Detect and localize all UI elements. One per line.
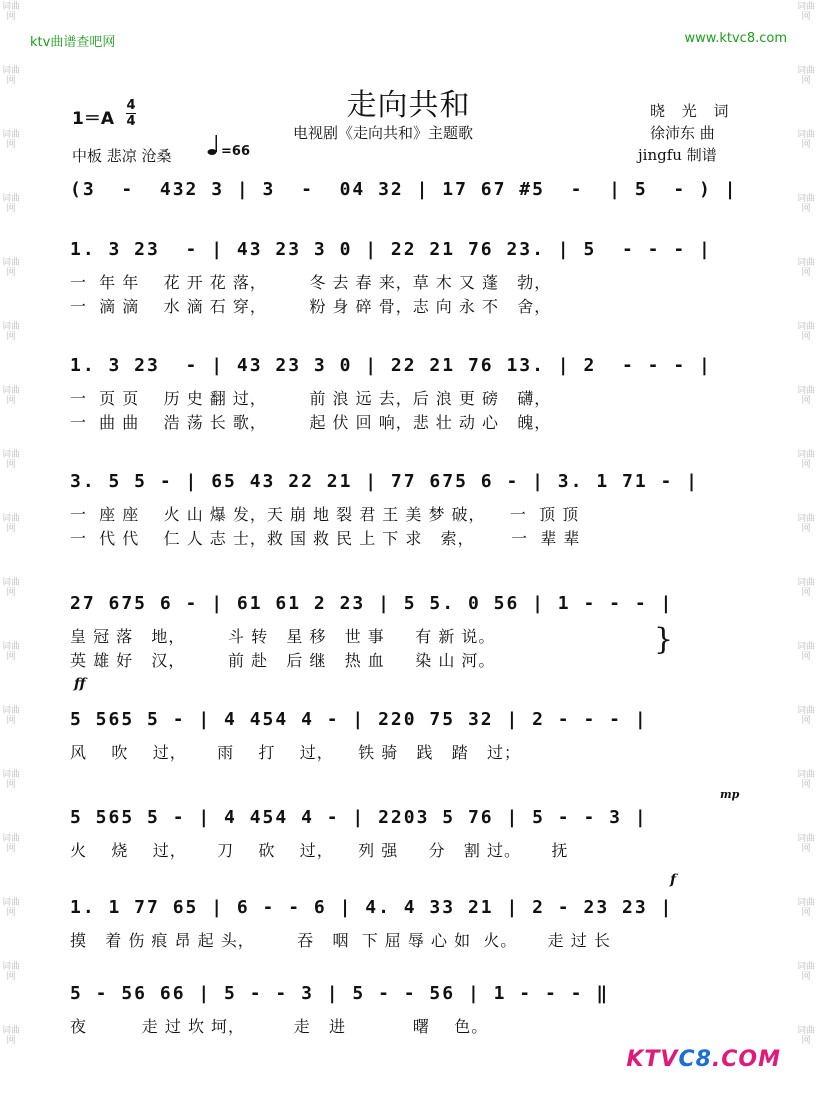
lyric-line-1: 一 页 页 历 史 翻 过， 前 浪 远 去，后 浪 更 磅 礴， [70,389,552,408]
right-watermark-strip: 词曲网 词曲网 词曲网 词曲网 词曲网 词曲网 词曲网 词曲网 词曲网 词曲网 词曲网 词曲网 词曲网 词曲网 词曲网 词曲网 词曲网 [796,2,815,1046]
transcriber-credit: jingfu 制谱 [638,146,717,164]
dynamic-mp: mp [720,788,740,801]
time-bottom: 4 [126,114,136,129]
lyric-line-2: 英 雄 好 汉， 前 赴 后 继 热 血 染 山 河。 [70,651,496,670]
lyric-line-1: 火 烧 过， 刀 砍 过， 列 强 分 割 过。 抚 [70,841,569,860]
dynamic-ff: ff [74,676,86,692]
lyric-line-1: 一 座 座 火 山 爆 发，天 崩 地 裂 君 王 美 梦 破， 一 顶 顶 [70,505,580,524]
notes-line: (3 - 432 3 | 3 - 04 32 | 17 67 #5 - | 5 - ) | [70,179,738,200]
notes-line: 1. 3 23 - | 43 23 3 0 | 22 21 76 23. | 5 - - - | [70,239,712,260]
composer-credit: 徐沛东 曲 [650,124,715,142]
ktvc8-logo: KTVC8.COM [626,1047,781,1072]
dynamic-f: f [670,872,677,888]
notes-line: 5 565 5 - | 4 454 4 - | 2203 5 76 | 5 - - 3 | [70,807,648,828]
song-subtitle: 电视剧《走向共和》主题歌 [293,124,474,142]
left-watermark-strip: 词曲网 词曲网 词曲网 词曲网 词曲网 词曲网 词曲网 词曲网 词曲网 词曲网 词曲网 词曲网 词曲网 词曲网 词曲网 词曲网 词曲网 [1,2,20,1046]
site-url-right[interactable]: www.ktvc8.com [684,31,787,46]
key-signature: 1＝A [72,109,114,129]
notes-line: 3. 5 5 - | 65 43 22 21 | 77 675 6 - | 3. 1 71 - | [70,471,700,492]
lyric-line-1: 皇 冠 落 地， 斗 转 星 移 世 事 有 新 说。 [70,627,496,646]
tempo-bpm: =66 [221,144,250,159]
site-name-left: ktv曲谱查吧网 [30,35,116,50]
notes-line: 5 565 5 - | 4 454 4 - | 220 75 32 | 2 - - - | [70,709,648,730]
notes-line: 5 - 56 66 | 5 - - 3 | 5 - - 56 | 1 - - - ‖ [70,983,610,1004]
tempo-marking: 中板 悲凉 沧桑 [72,147,172,165]
lyric-line-2: 一 滴 滴 水 滴 石 穿， 粉 身 碎 骨，志 向 永 不 舍， [70,297,552,316]
lyric-line-1: 摸 着 伤 痕 昂 起 头， 吞 咽 下 屈 辱 心 如 火。 走 过 长 [70,931,611,950]
quarter-note-icon [207,134,221,156]
lyricist-credit: 晓 光 词 [650,102,735,120]
lyric-line-2: 一 代 代 仁 人 志 士，救 国 救 民 上 下 求 索， 一 辈 辈 [70,529,581,548]
notes-line: 1. 1 77 65 | 6 - - 6 | 4. 4 33 21 | 2 - 23 23 | [70,897,674,918]
time-top: 4 [126,98,136,113]
lyric-line-1: 风 吹 过， 雨 打 过， 铁 骑 践 踏 过； [70,743,522,762]
lyric-line-1: 夜 走 过 坎 坷， 走 进 曙 色。 [70,1017,489,1036]
notes-line: 27 675 6 - | 61 61 2 23 | 5 5. 0 56 | 1 - - - | [70,593,674,614]
lyric-line-1: 一 年 年 花 开 花 落， 冬 去 春 来，草 木 又 蓬 勃， [70,273,552,292]
lyric-line-2: 一 曲 曲 浩 荡 长 歌， 起 伏 回 响，悲 壮 动 心 魄， [70,413,552,432]
song-title: 走向共和 [346,88,471,123]
notes-line: 1. 3 23 - | 43 23 3 0 | 22 21 76 13. | 2 - - - | [70,355,712,376]
repeat-brace: } [654,622,674,657]
time-signature [126,98,136,129]
